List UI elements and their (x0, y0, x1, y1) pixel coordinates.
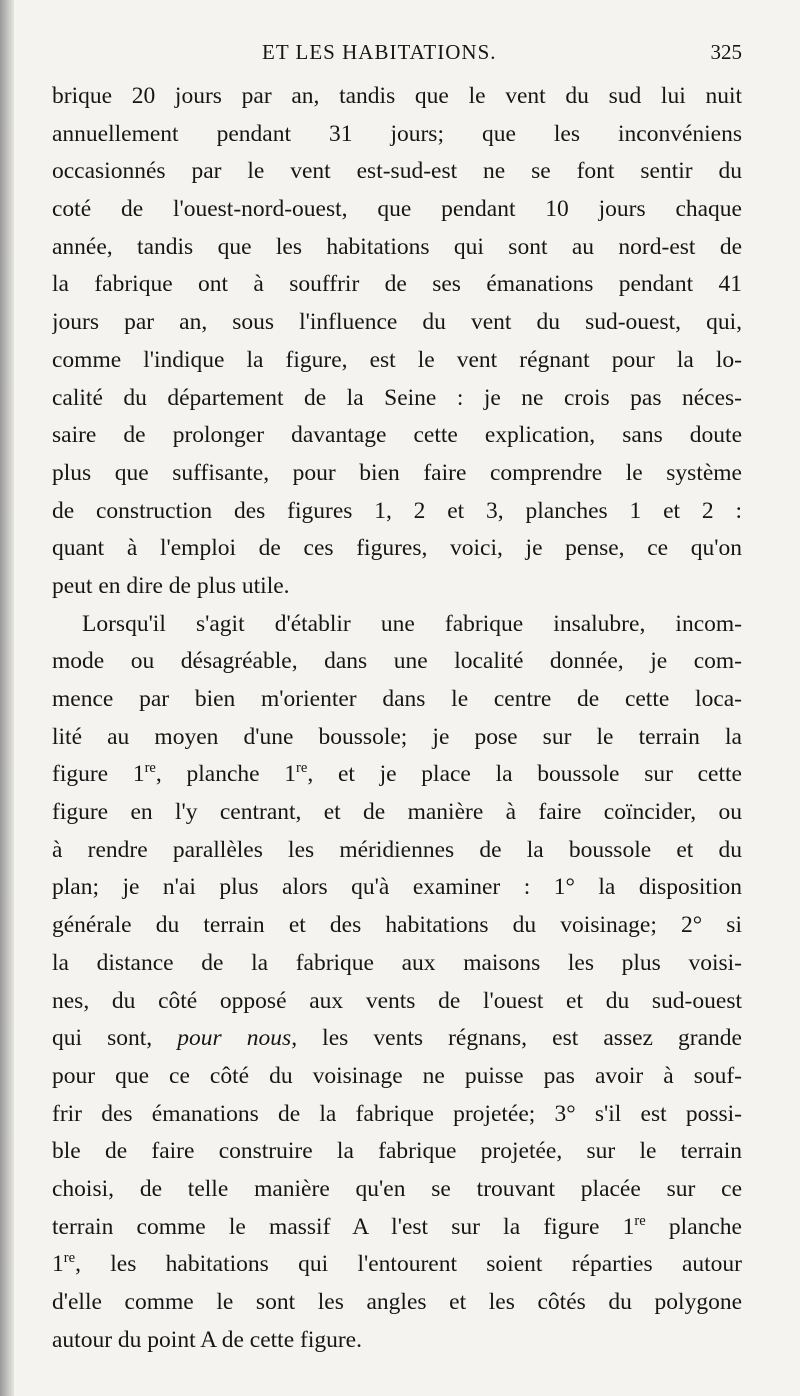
text-line: la distance de la fabrique aux maisons les plus voisi- (52, 949, 742, 976)
text-line (52, 756, 742, 794)
text-line: mence par bien m'orienter dans le centre de cette loca- (52, 686, 742, 712)
text-line (52, 1246, 742, 1284)
text-line: d'elle comme le sont les angles et les côtés du polygone (52, 1289, 742, 1315)
paragraph-1 (52, 78, 742, 606)
italic-text: pour nous, (177, 1025, 298, 1052)
superscript: re (144, 760, 156, 777)
text-line: pour que ce côté du voisinage ne puisse pas avoir à souf- (52, 1062, 742, 1089)
paragraph-2 (52, 606, 742, 1360)
text-segment: qui sont, (52, 1025, 178, 1052)
running-title: ET LES HABITATIONS. (262, 40, 497, 64)
text-line: saire de prolonger davantage cette explication, sans doute (52, 422, 742, 449)
text-line: quant à l'emploi de ces figures, voici, je pense, ce qu'on (52, 535, 742, 562)
text-line: plus que suffisante, pour bien faire comprendre le système (52, 459, 742, 486)
text-segment: terrain comme le massif A l'est sur la figure 1 (52, 1213, 635, 1240)
text-line: Lorsqu'il s'agit d'établir une fabrique insalubre, incom- (82, 610, 742, 637)
text-line: choisi, de telle manière qu'en se trouvant placée sur ce (52, 1175, 742, 1202)
text-line: frir des émanations de la fabrique projetée; 3° s'il est possi- (52, 1100, 742, 1127)
text-line: nes, du côté opposé aux vents de l'ouest et du sud-ouest (52, 987, 742, 1014)
text-line: générale du terrain et des habitations du voisinage; 2° si (52, 912, 742, 939)
text-line: coté de l'ouest-nord-ouest, que pendant 10 jours chaque (52, 196, 742, 223)
text-line (52, 1020, 742, 1058)
text-segment: planche (645, 1213, 742, 1240)
page-number: 325 (710, 40, 742, 64)
text-line: occasionnés par le vent est-sud-est ne se font sentir du (52, 158, 742, 185)
body-text (52, 78, 742, 1359)
text-line: peut en dire de plus utile. (52, 572, 290, 599)
text-line: figure en l'y centrant, et de manière à faire coïncider, ou (52, 799, 742, 826)
text-line: à rendre parallèles les méridiennes de la boussole et du (52, 836, 742, 863)
text-segment: , et je place la boussole sur cette (307, 761, 742, 788)
text-line: brique 20 jours par an, tandis que le vent du sud lui nuit (52, 83, 742, 109)
text-segment: 1 (52, 1251, 64, 1278)
superscript: re (634, 1212, 646, 1229)
text-line: calité du département de la Seine : je ne crois pas néces- (52, 384, 742, 411)
text-line: annuellement pendant 31 jours; que les inconvéniens (52, 120, 742, 147)
text-line: ble de faire construire la fabrique projetée, sur le terrain (52, 1138, 742, 1165)
text-line (52, 1209, 742, 1247)
text-line: la fabrique ont à souffrir de ses émanations pendant 41 (52, 271, 742, 298)
page-header (52, 40, 742, 74)
superscript: re (296, 760, 308, 777)
text-line: plan; je n'ai plus alors qu'à examiner : 1° la disposition (52, 874, 742, 901)
text-line: lité au moyen d'une boussole; je pose sur le terrain la (52, 723, 742, 750)
text-segment: figure 1 (52, 761, 145, 788)
text-segment: les vents régnans, est assez grande (297, 1025, 742, 1052)
text-line: de construction des figures 1, 2 et 3, planches 1 et 2 : (52, 497, 742, 524)
text-line: comme l'indique la figure, est le vent régnant pour la lo- (52, 346, 742, 373)
text-segment: , planche 1 (155, 761, 297, 788)
text-line: jours par an, sous l'influence du vent du sud-ouest, qui, (52, 309, 742, 336)
text-segment: , les habitations qui l'entourent soient réparties autour (75, 1251, 742, 1278)
superscript: re (63, 1250, 76, 1267)
text-line: mode ou désagréable, dans une localité donnée, je com- (52, 648, 742, 675)
text-line: année, tandis que les habitations qui sont au nord-est de (52, 233, 742, 260)
text-line: autour du point A de cette figure. (52, 1326, 362, 1353)
